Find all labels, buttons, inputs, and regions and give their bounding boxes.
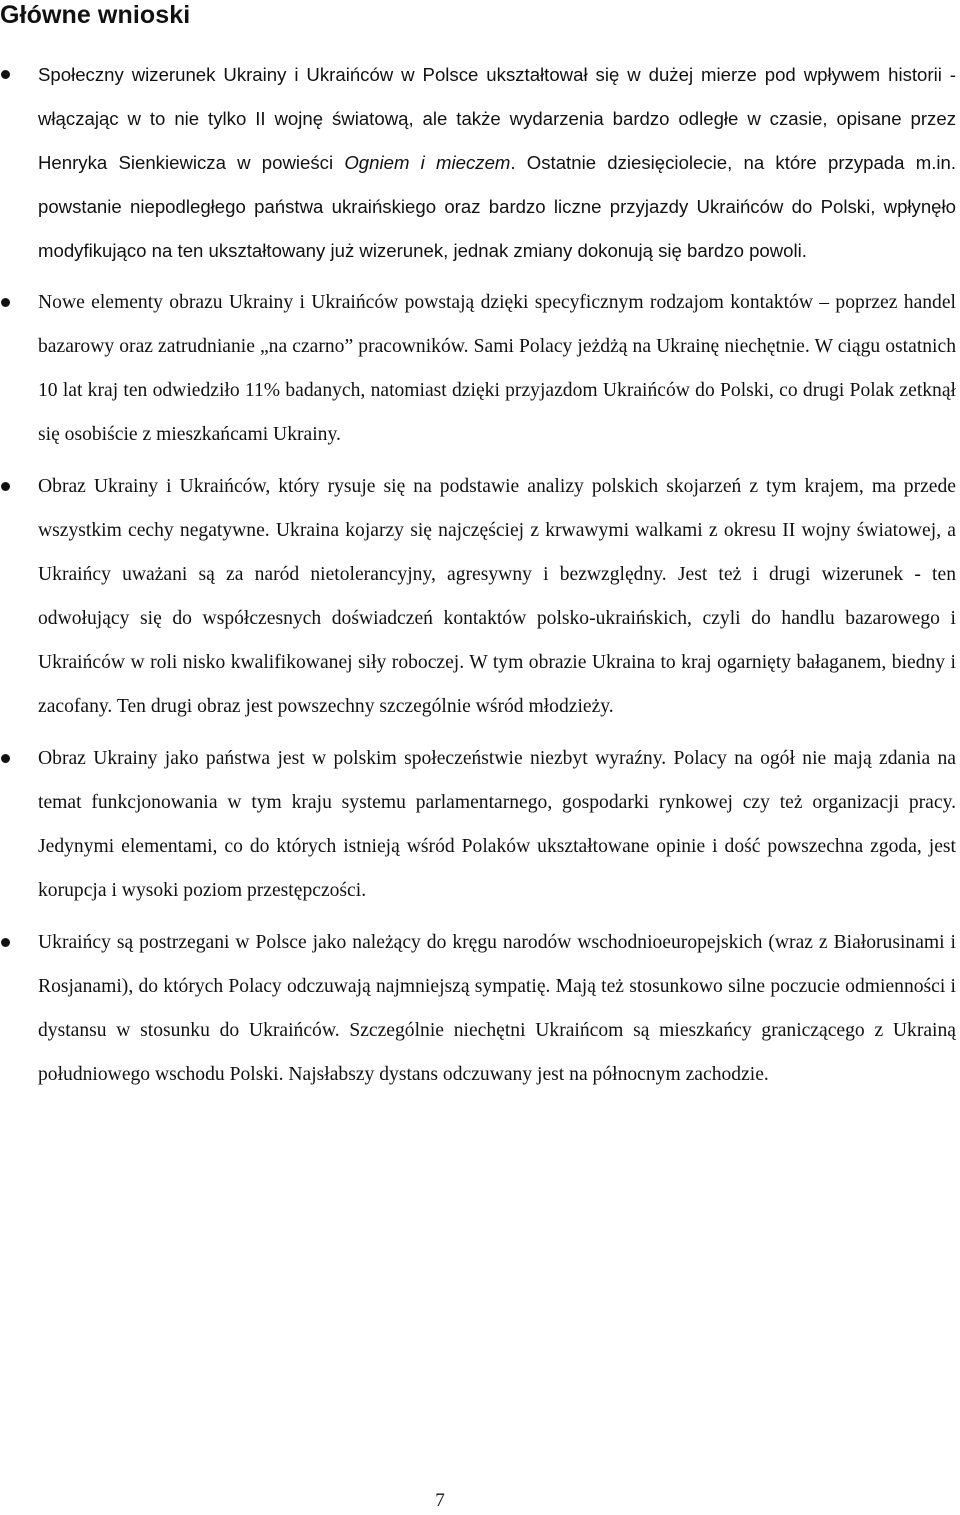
list-item-text: Ukraińcy są postrzegani w Polsce jako należący do kręgu narodów wschodnioeuropejskich (wraz z Białorusinami i Rosjanami), do których Polacy odczuwają najmniejszą sympatię. Mają też stosunkowo silne poczucie odmienności i dystansu w stosunku do Ukraińców. Szczególnie niechętni Ukraińcom są mieszkańcy graniczącego z Ukrainą południowego wschodu Polski. Najsłabszy dystans odczuwany jest na północnym zachodzie. bbox=[38, 932, 956, 1085]
page-number: 7 bbox=[435, 1490, 445, 1511]
list-item-sympathy bbox=[0, 921, 956, 1097]
list-item-text: Społeczny wizerunek Ukrainy i Ukraińców w Polsce ukształtował się w dużej mierze pod wpływem historii - włączając w to nie tylko II wojnę światową, ale także wydarzenia bardzo odległe w czasie, opisane przez Henryka Sienkiewicza w powieści bbox=[38, 64, 956, 173]
conclusions-list bbox=[0, 53, 956, 1105]
list-item-contacts bbox=[0, 281, 956, 457]
list-item-text: Obraz Ukrainy i Ukraińców, który rysuje się na podstawie analizy polskich skojarzeń z tym krajem, ma przede wszystkim cechy negatywne. Ukraina kojarzy się najczęściej z krwawymi walkami z okresu II wojny światowej, a Ukraińcy uważani są za naród nietolerancyjny, agresywny i bezwzględny. Jest też i drugi wizerunek - ten odwołujący się do współczesnych doświadczeń kontaktów polsko-ukraińskich, czyli do handlu bazarowego i Ukraińców w roli nisko kwalifikowanej siły roboczej. W tym obrazie Ukraina to kraj ogarnięty bałaganem, biedny i zacofany. Ten drugi obraz jest powszechny szczególnie wśród młodzieży. bbox=[38, 476, 956, 717]
list-item-text: . Ostatnie dziesięciolecie, na które przypada m.in. powstanie niepodległego państwa ukraińskiego oraz bardzo liczne przyjazdy Ukraińców do Polski, wpłynęło modyfikująco na ten ukształtowany już wizerunek, jednak zmiany dokonują się bardzo powoli. bbox=[38, 152, 956, 261]
list-item-text: Nowe elementy obrazu Ukrainy i Ukraińców powstają dzięki specyficznym rodzajom kontaktów – poprzez handel bazarowy oraz zatrudnianie „na czarno” pracowników. Sami Polacy jeżdżą na Ukrainę niechętnie. W ciągu ostatnich 10 lat kraj ten odwiedziło 11% badanych, natomiast dzięki przyjazdom Ukraińców do Polski, co drugi Polak zetknął się osobiście z mieszkańcami Ukrainy. bbox=[38, 292, 956, 445]
list-item-text: Obraz Ukrainy jako państwa jest w polskim społeczeństwie niezbyt wyraźny. Polacy na ogół nie mają zdania na temat funkcjonowania w tym kraju systemu parlamentarnego, gospodarki rynkowej czy też organizacji pracy. Jedynymi elementami, co do których istnieją wśród Polaków ukształtowane opinie i dość powszechna zgoda, jest korupcja i wysoki poziom przestępczości. bbox=[38, 748, 956, 901]
list-item-state-image bbox=[0, 737, 956, 913]
page-title: Główne wnioski bbox=[0, 1, 191, 29]
list-item-associations bbox=[0, 465, 956, 729]
book-title: Ogniem i mieczem bbox=[344, 152, 511, 173]
list-item-history bbox=[0, 53, 956, 273]
